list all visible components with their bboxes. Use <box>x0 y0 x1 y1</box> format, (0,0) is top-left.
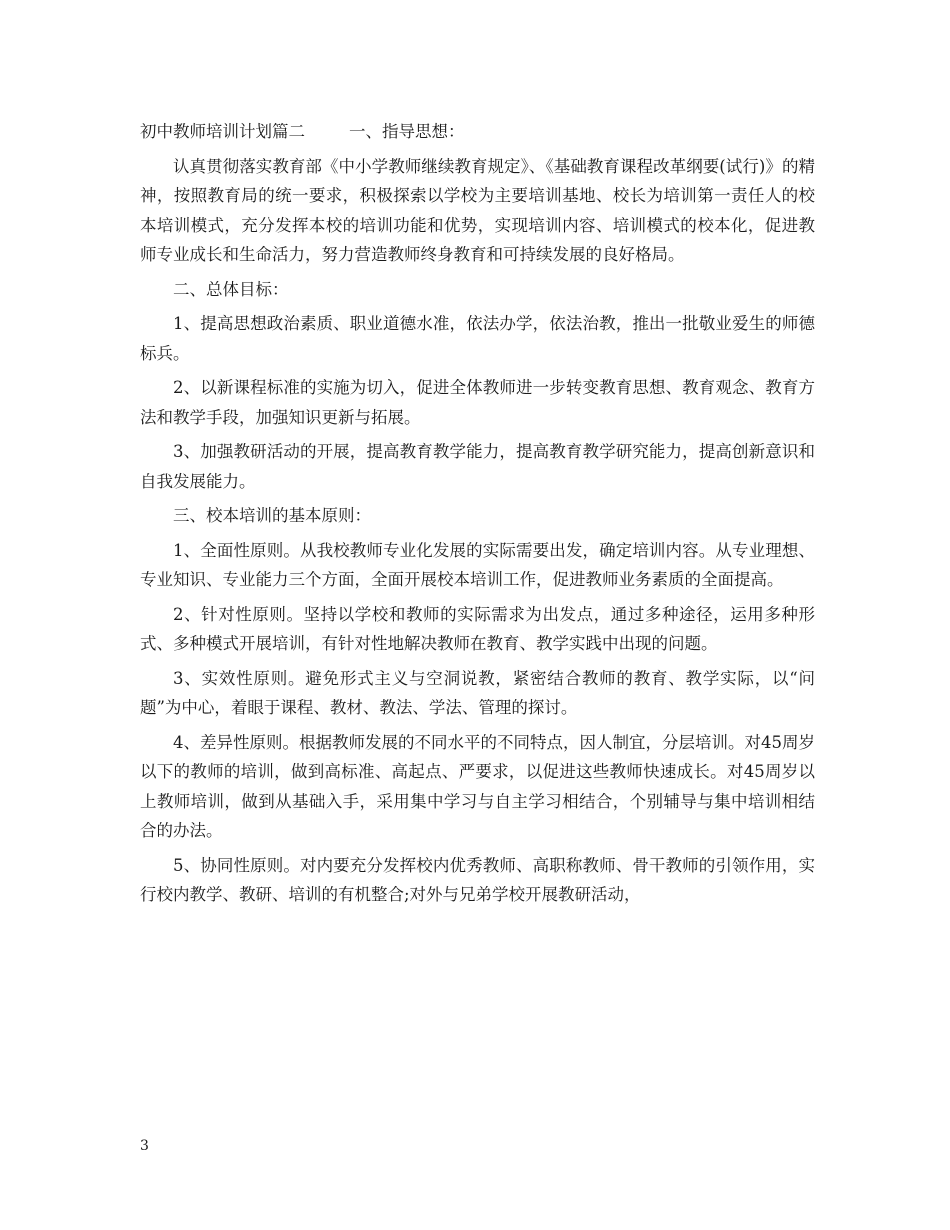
section-heading-overall-goals: 二、总体目标： <box>173 279 289 299</box>
principle-item-1: 1、全面性原则。从我校教师专业化发展的实际需要出发，确定培训内容。从专业理想、专业知识、专业能力三个方面，全面开展校本培训工作，促进教师业务素质的全面提高。 <box>140 540 815 589</box>
principle-item-2: 2、针对性原则。坚持以学校和教师的实际需求为出发点，通过多种途径，运用多种形式、多种模式开展培训，有针对性地解决教师在教育、教学实践中出现的问题。 <box>140 604 815 653</box>
principle-item-5: 5、协同性原则。对内要充分发挥校内优秀教师、高职称教师、骨干教师的引领作用，实行校内教学、教研、培训的有机整合;对外与兄弟学校开展教研活动， <box>140 855 815 904</box>
paragraph-guiding-thought: 认真贯彻落实教育部《中小学教师继续教育规定》、《基础教育课程改革纲要(试行)》的精神，按照教育局的统一要求，积极探索以学校为主要培训基地、校长为培训第一责任人的校本培训模式，充分发挥本校的培训功能和优势，实现培训内容、培训模式的校本化，促进教师专业成长和生命活力，努力营造教师终身教育和可持续发展的良好格局。 <box>140 156 815 264</box>
goal-item-1: 1、提高思想政治素质、职业道德水准，依法办学，依法治教，推出一批敬业爱生的师德标兵。 <box>140 314 815 363</box>
principle-item-4: 4、差异性原则。根据教师发展的不同水平的不同特点，因人制宜，分层培训。对45周岁以下的教师的培训，做到高标准、高起点、严要求，以促进这些教师快速成长。对45周岁以上教师培训，做到从基础入手，采用集中学习与自主学习相结合，个别辅导与集中培训相结合的办法。 <box>140 732 815 840</box>
section-heading-basic-principles: 三、校本培训的基本原则： <box>173 506 371 525</box>
principle-item-3: 3、实效性原则。避免形式主义与空洞说教，紧密结合教师的教育、教学实际，以“问题”为中心，着眼于课程、教材、教法、学法、管理的探讨。 <box>140 668 815 717</box>
page-number: 3 <box>140 1138 149 1154</box>
document-body <box>140 117 815 915</box>
section-heading-guiding-thought: 一、指导思想： <box>349 122 465 141</box>
document-title: 初中教师培训计划篇二 <box>140 122 305 141</box>
goal-item-2: 2、以新课程标准的实施为切入，促进全体教师进一步转变教育思想、教育观念、教育方法和教学手段，加强知识更新与拓展。 <box>140 378 815 427</box>
title-line <box>140 117 815 147</box>
goal-item-3: 3、加强教研活动的开展，提高教育教学能力，提高教育教学研究能力，提高创新意识和自我发展能力。 <box>140 442 815 491</box>
